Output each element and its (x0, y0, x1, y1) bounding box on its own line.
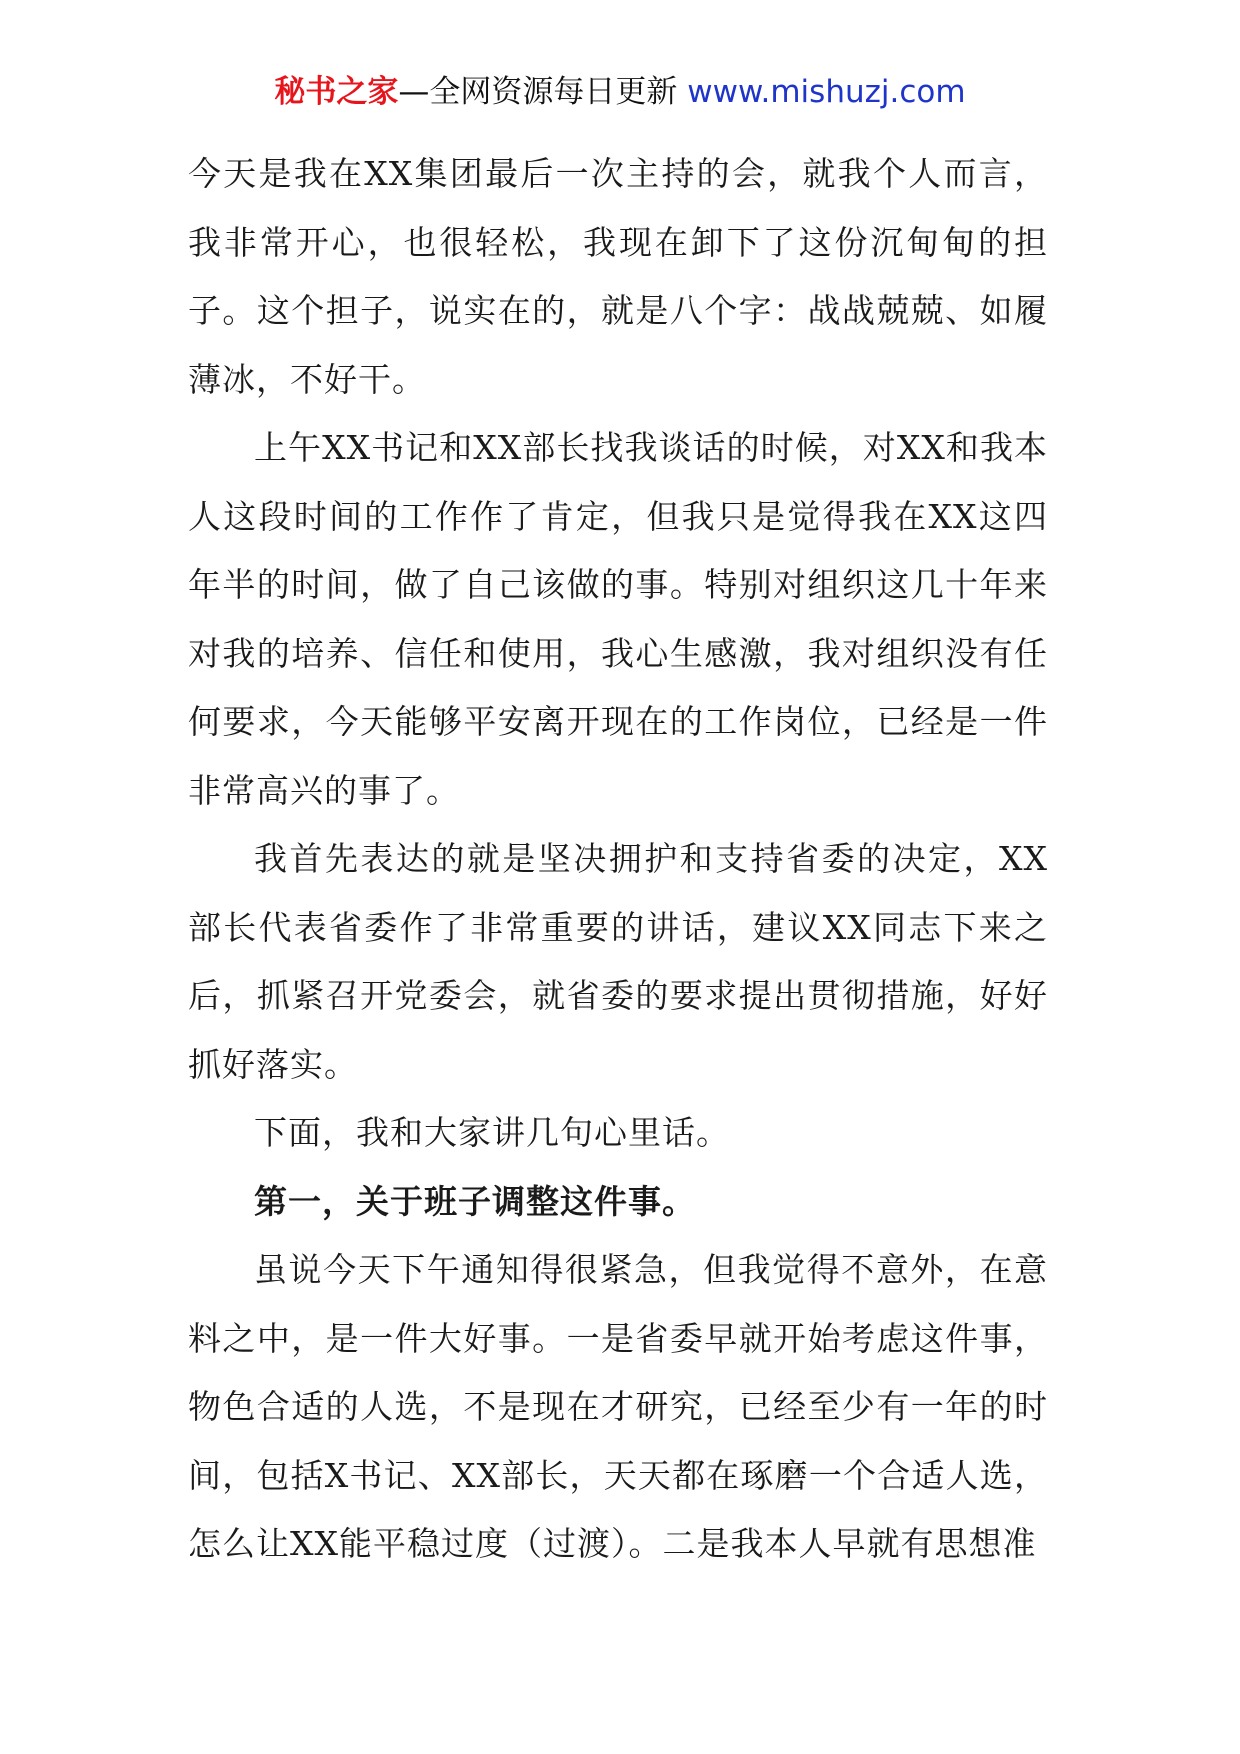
website-link[interactable]: www.mishuzj.com (687, 74, 966, 110)
page-header (0, 70, 1240, 114)
document-body (188, 140, 1048, 1579)
paragraph-4: 下面，我和大家讲几句心里话。 (254, 1113, 730, 1152)
paragraph-1: 今天是我在XX集团最后一次主持的会，就我个人而言，我非常开心，也很轻松，我现在卸下了这份沉甸甸的担子。这个担子，说实在的，就是八个字：战战兢兢、如履薄冰，不好干。 (188, 154, 1048, 399)
paragraph-3: 我首先表达的就是坚决拥护和支持省委的决定，XX部长代表省委作了非常重要的讲话，建议XX同志下来之后，抓紧召开党委会，就省委的要求提出贯彻措施，好好抓好落实。 (188, 839, 1048, 1084)
section-heading-1: 第一，关于班子调整这件事。 (254, 1181, 696, 1221)
header-tagline: —全网资源每日更新 (398, 74, 688, 110)
paragraph-5: 虽说今天下午通知得很紧急，但我觉得不意外，在意料之中，是一件大好事。一是省委早就开始考虑这件事，物色合适的人选，不是现在才研究，已经至少有一年的时间，包括X书记、XX部长，天天都在琢磨一个合适人选，怎么让XX能平稳过度（过渡）。二是我本人早就有思想准 (188, 1250, 1048, 1563)
paragraph-2: 上午XX书记和XX部长找我谈话的时候，对XX和我本人这段时间的工作作了肯定，但我只是觉得我在XX这四年半的时间，做了自己该做的事。特别对组织这几十年来对我的培养、信任和使用，我心生感激，我对组织没有任何要求，今天能够平安离开现在的工作岗位，已经是一件非常高兴的事了。 (188, 428, 1048, 810)
brand-name: 秘书之家 (274, 74, 399, 110)
